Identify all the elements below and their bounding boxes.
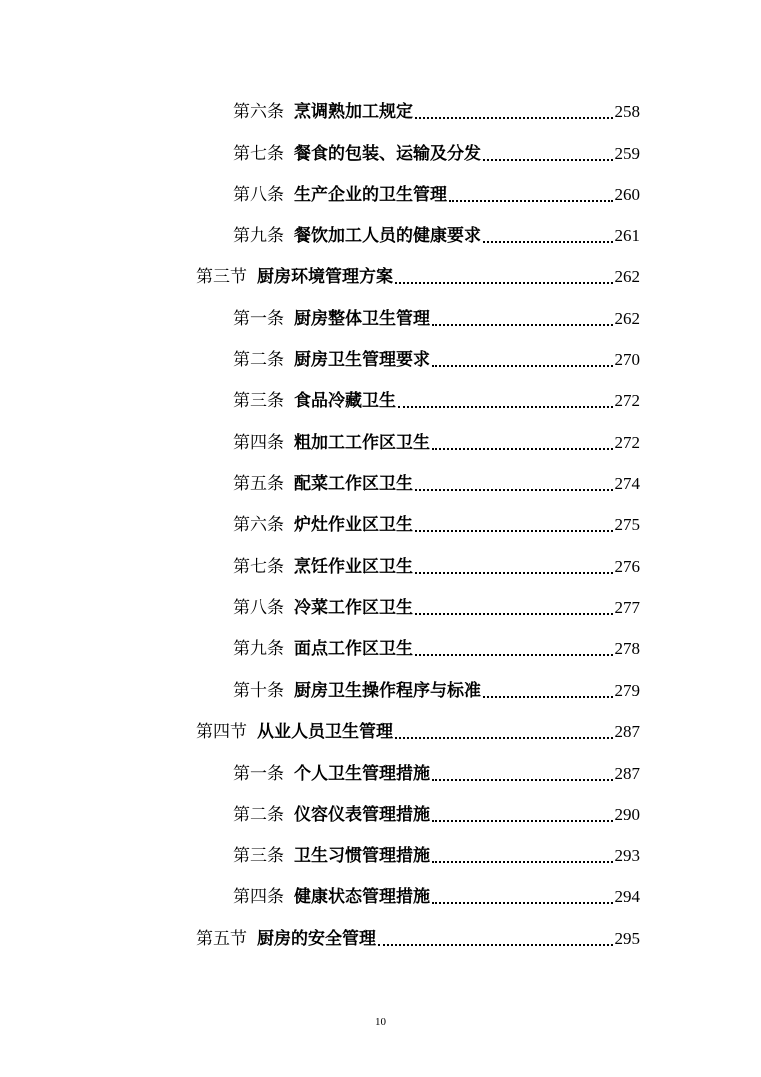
- dot-leader: [432, 349, 613, 367]
- toc-section-title: 厨房环境管理方案: [257, 267, 393, 287]
- toc-entry-page: 272: [614, 391, 640, 410]
- toc-entry[interactable]: [233, 469, 640, 495]
- toc-entry-label: 第二条: [233, 350, 284, 370]
- toc-section[interactable]: [196, 717, 640, 743]
- toc-entry-page: 261: [614, 226, 640, 245]
- dot-leader: [483, 143, 613, 161]
- toc-entry-label: 第四条: [233, 433, 284, 453]
- toc-entry-label: 第一条: [233, 309, 284, 329]
- toc-entry-title: 餐食的包装、运输及分发: [294, 144, 481, 164]
- dot-leader: [483, 680, 613, 698]
- toc-entry-title: 烹饪作业区卫生: [294, 557, 413, 577]
- toc-entry-label: 第六条: [233, 102, 284, 122]
- toc-entry[interactable]: [233, 97, 640, 123]
- toc-entry-title: 粗加工工作区卫生: [294, 433, 430, 453]
- toc-section-page: 295: [614, 929, 640, 948]
- toc-section-label: 第四节: [196, 722, 247, 742]
- toc-entry-title: 厨房卫生管理要求: [294, 350, 430, 370]
- toc-entry-page: 294: [614, 887, 640, 906]
- toc-section[interactable]: [196, 924, 640, 950]
- toc-entry-title: 仪容仪表管理措施: [294, 805, 430, 825]
- toc-entry[interactable]: [233, 634, 640, 660]
- toc-entry-page: 279: [614, 681, 640, 700]
- dot-leader: [432, 432, 613, 450]
- toc-entry-title: 卫生习惯管理措施: [294, 846, 430, 866]
- dot-leader: [415, 597, 613, 615]
- toc-entry[interactable]: [233, 428, 640, 454]
- toc-entry-title: 生产企业的卫生管理: [294, 185, 447, 205]
- toc-section-page: 287: [614, 722, 640, 741]
- toc-entry-page: 290: [614, 805, 640, 824]
- dot-leader: [483, 225, 613, 243]
- dot-leader: [395, 266, 613, 284]
- toc-entry-title: 个人卫生管理措施: [294, 764, 430, 784]
- dot-leader: [398, 390, 613, 408]
- toc-entry-title: 厨房整体卫生管理: [294, 309, 430, 329]
- toc-entry[interactable]: [233, 180, 640, 206]
- dot-leader: [415, 473, 613, 491]
- toc-entry-page: 276: [614, 557, 640, 576]
- dot-leader: [432, 804, 613, 822]
- toc-entry-label: 第十条: [233, 681, 284, 701]
- toc-entry[interactable]: [233, 800, 640, 826]
- toc-entry-label: 第一条: [233, 764, 284, 784]
- toc-entry[interactable]: [233, 593, 640, 619]
- toc-entry[interactable]: [233, 882, 640, 908]
- toc-entry-title: 餐饮加工人员的健康要求: [294, 226, 481, 246]
- toc-entry-label: 第三条: [233, 846, 284, 866]
- toc-entry-label: 第九条: [233, 639, 284, 659]
- dot-leader: [395, 721, 613, 739]
- dot-leader: [415, 514, 613, 532]
- toc-entry-page: 270: [614, 350, 640, 369]
- toc-entry-label: 第五条: [233, 474, 284, 494]
- toc-entry-page: 272: [614, 433, 640, 452]
- toc-entry-page: 277: [614, 598, 640, 617]
- toc-entry-title: 健康状态管理措施: [294, 887, 430, 907]
- toc-entry-title: 烹调熟加工规定: [294, 102, 413, 122]
- toc-entry[interactable]: [233, 510, 640, 536]
- toc-entry-page: 260: [614, 185, 640, 204]
- page-number: 10: [375, 1016, 386, 1028]
- dot-leader: [378, 928, 613, 946]
- toc-entry-label: 第八条: [233, 185, 284, 205]
- dot-leader: [449, 184, 613, 202]
- toc-entry-page: 278: [614, 639, 640, 658]
- toc-entry-label: 第八条: [233, 598, 284, 618]
- toc-entry-title: 厨房卫生操作程序与标准: [294, 681, 481, 701]
- toc-entry[interactable]: [233, 345, 640, 371]
- toc-entry[interactable]: [233, 139, 640, 165]
- toc-section[interactable]: [196, 262, 640, 288]
- toc-entry-label: 第七条: [233, 557, 284, 577]
- toc-entry-page: 287: [614, 764, 640, 783]
- dot-leader: [432, 886, 613, 904]
- toc-entry-title: 食品冷藏卫生: [294, 391, 396, 411]
- toc-entry-label: 第三条: [233, 391, 284, 411]
- toc-entry[interactable]: [233, 676, 640, 702]
- dot-leader: [432, 763, 613, 781]
- toc-entry-title: 炉灶作业区卫生: [294, 515, 413, 535]
- toc-entry-page: 293: [614, 846, 640, 865]
- dot-leader: [415, 101, 613, 119]
- toc-entry-label: 第四条: [233, 887, 284, 907]
- toc-entry[interactable]: [233, 304, 640, 330]
- toc-entry-page: 262: [614, 309, 640, 328]
- toc-section-title: 厨房的安全管理: [257, 929, 376, 949]
- toc-entry-label: 第二条: [233, 805, 284, 825]
- toc-entry-title: 冷菜工作区卫生: [294, 598, 413, 618]
- toc-section-label: 第五节: [196, 929, 247, 949]
- dot-leader: [415, 556, 613, 574]
- toc-entry-page: 275: [614, 515, 640, 534]
- toc-entry[interactable]: [233, 552, 640, 578]
- toc-entry-page: 274: [614, 474, 640, 493]
- toc-entry-page: 259: [614, 144, 640, 163]
- toc-entry-page: 258: [614, 102, 640, 121]
- toc-entry[interactable]: [233, 386, 640, 412]
- dot-leader: [415, 638, 613, 656]
- toc-entry-title: 配菜工作区卫生: [294, 474, 413, 494]
- toc-entry-title: 面点工作区卫生: [294, 639, 413, 659]
- toc-entry[interactable]: [233, 221, 640, 247]
- dot-leader: [432, 845, 613, 863]
- toc-entry[interactable]: [233, 759, 640, 785]
- toc-entry[interactable]: [233, 841, 640, 867]
- toc-entry-label: 第九条: [233, 226, 284, 246]
- toc-entry-label: 第六条: [233, 515, 284, 535]
- dot-leader: [432, 308, 613, 326]
- toc-section-title: 从业人员卫生管理: [257, 722, 393, 742]
- toc-section-page: 262: [614, 267, 640, 286]
- toc-entry-label: 第七条: [233, 144, 284, 164]
- toc-section-label: 第三节: [196, 267, 247, 287]
